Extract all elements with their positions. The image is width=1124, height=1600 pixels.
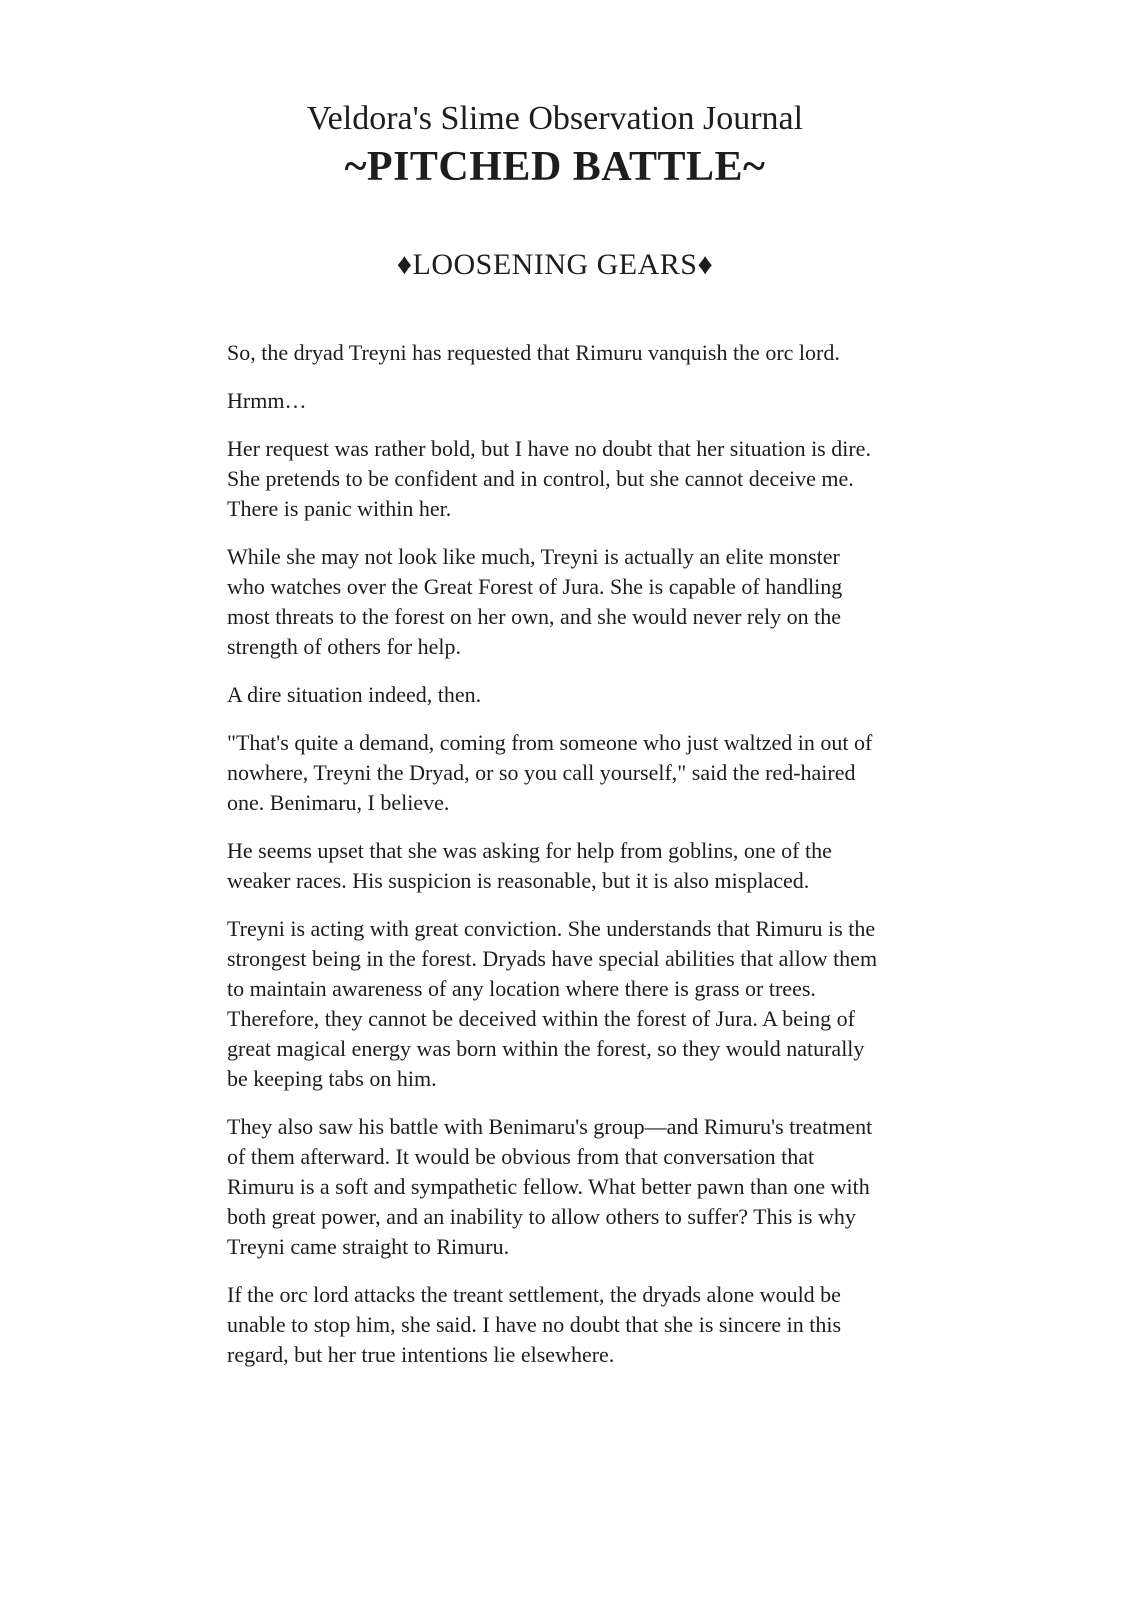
paragraph: Her request was rather bold, but I have no doubt that her situation is dire. She pretends to be confident and in control, but she cannot deceive me. There is panic within her. — [227, 436, 871, 521]
battle-subtitle: ~PITCHED BATTLE~ — [344, 143, 766, 190]
paragraph: They also saw his battle with Benimaru's group—and Rimuru's treatment of them afterward. It would be obvious from that conversation that Rimuru is a soft and sympathetic fellow. What better pawn than one with both great power, and an inability to allow others to suffer? This is why Treyni came straight to Rimuru. — [227, 1114, 873, 1259]
chapter-header — [227, 0, 883, 193]
section-heading: ♦LOOSENING GEARS♦ — [396, 248, 714, 281]
paragraph: So, the dryad Treyni has requested that Rimuru vanquish the orc lord. — [227, 340, 840, 365]
body-text — [227, 338, 883, 1370]
paragraph: If the orc lord attacks the treant settlement, the dryads alone would be unable to stop him, she said. I have no doubt that she is sincere in this regard, but her true intentions lie elsewhere. — [227, 1282, 842, 1367]
paragraph: A dire situation indeed, then. — [227, 682, 482, 707]
paragraph: Hrmm… — [227, 388, 307, 413]
paragraph: While she may not look like much, Treyni is actually an elite monster who watches over the Great Forest of Jura. She is capable of handling most threats to the forest on her own, and she would never rely on the strength of others for help. — [227, 544, 843, 659]
journal-title: Veldora's Slime Observation Journal — [306, 100, 804, 137]
paragraph: Treyni is acting with great conviction. She understands that Rimuru is the strongest being in the forest. Dryads have special abilities that allow them to maintain awareness of any location where there is grass or trees. Therefore, they cannot be deceived within the forest of Jura. A being of great magical energy was born within the forest, so they would naturally be keeping tabs on him. — [227, 916, 878, 1091]
paragraph: He seems upset that she was asking for help from goblins, one of the weaker races. His suspicion is reasonable, but it is also misplaced. — [227, 838, 832, 893]
paragraph: "That's quite a demand, coming from someone who just waltzed in out of nowhere, Treyni the Dryad, or so you call yourself," said the red-haired one. Benimaru, I believe. — [227, 730, 873, 815]
